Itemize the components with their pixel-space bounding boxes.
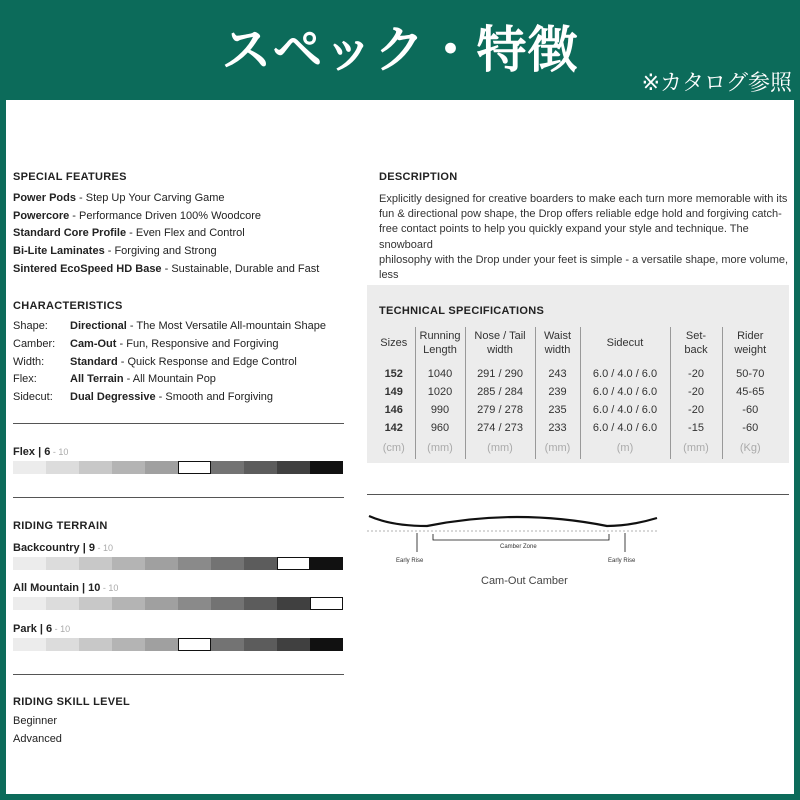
table-row: 142 960 274 / 273 233 6.0 / 4.0 / 6.0 -15 -60: [373, 419, 778, 437]
scale-segment: [112, 597, 145, 610]
scale-segment: [178, 638, 211, 651]
early-rise-left-label: Early Rise: [396, 558, 424, 564]
divider: [13, 423, 344, 424]
scale-segment: [310, 638, 343, 651]
scale-segment: [211, 597, 244, 610]
catalog-note: ※カタログ参照: [641, 71, 792, 96]
tech-specs-table: [373, 327, 778, 459]
column-header: Sidecut: [580, 327, 670, 359]
early-rise-right-label: Early Rise: [608, 558, 636, 564]
feature-item: Bi-Lite Laminates - Forgiving and Strong: [13, 245, 217, 258]
scale-segment: [46, 597, 79, 610]
skill-level-title: RIDING SKILL LEVEL: [13, 696, 131, 708]
scale-segment: [244, 597, 277, 610]
column-header: Running Length: [415, 327, 465, 359]
scale-segment: [277, 597, 310, 610]
scale-segment: [13, 638, 46, 651]
column-header: Set- back: [670, 327, 722, 359]
spec-panel: [6, 100, 794, 794]
column-header: Waist width: [535, 327, 580, 359]
scale-segment: [112, 557, 145, 570]
scale-segment: [145, 557, 178, 570]
table-row: 146 990 279 / 278 235 6.0 / 4.0 / 6.0 -20 -60: [373, 401, 778, 419]
scale-segment: [310, 461, 343, 474]
page-title: スペック・特徴: [221, 21, 579, 79]
feature-item: Standard Core Profile - Even Flex and Control: [13, 227, 245, 240]
tech-specs-box: [367, 285, 789, 463]
divider: [13, 497, 344, 498]
scale-segment: [79, 597, 112, 610]
characteristic-width: Width: Standard - Quick Response and Edge Control: [13, 356, 297, 368]
skill-level-beginner: Beginner: [13, 715, 58, 727]
scale-segment: [79, 461, 112, 474]
scale-segment: [13, 557, 46, 570]
riding-terrain-title: RIDING TERRAIN: [13, 520, 108, 532]
divider: [13, 674, 344, 675]
flex-label: Flex | 6 - 10: [13, 446, 69, 458]
scale-segment: [79, 557, 112, 570]
skill-level-advanced: Advanced: [13, 733, 62, 745]
all-mountain-scale: [13, 597, 343, 610]
scale-segment: [244, 557, 277, 570]
feature-item: Powercore - Performance Driven 100% Woodcore: [13, 209, 262, 222]
scale-segment: [46, 461, 79, 474]
scale-segment: [277, 557, 310, 570]
feature-item: Power Pods - Step Up Your Carving Game: [13, 192, 225, 204]
scale-segment: [310, 597, 343, 610]
backcountry-label: Backcountry | 9 - 10: [13, 542, 113, 554]
scale-segment: [79, 638, 112, 651]
scale-segment: [112, 638, 145, 651]
flex-scale: [13, 461, 343, 474]
characteristic-sidecut: Sidecut: Dual Degressive - Smooth and Forgiving: [13, 391, 273, 403]
table-header-row: [373, 327, 778, 359]
scale-segment: [277, 461, 310, 474]
characteristics-title: CHARACTERISTICS: [13, 300, 123, 312]
scale-segment: [310, 557, 343, 570]
table-row: 149 1020 285 / 284 239 6.0 / 4.0 / 6.0 -20 45-65: [373, 383, 778, 401]
table-row: 152 1040 291 / 290 243 6.0 / 4.0 / 6.0 -20 50-70: [373, 365, 778, 383]
scale-segment: [112, 461, 145, 474]
scale-segment: [178, 557, 211, 570]
scale-segment: [13, 461, 46, 474]
scale-segment: [178, 461, 211, 474]
column-header: Nose / Tail width: [465, 327, 535, 359]
camber-zone-bracket: [433, 534, 609, 540]
scale-segment: [277, 638, 310, 651]
header: [0, 0, 800, 98]
characteristic-flex: Flex: All Terrain - All Mountain Pop: [13, 373, 216, 385]
divider: [367, 494, 789, 495]
tech-specs-title: TECHNICAL SPECIFICATIONS: [379, 305, 545, 317]
scale-segment: [46, 557, 79, 570]
description-title: DESCRIPTION: [379, 171, 458, 183]
characteristic-camber: Camber: Cam-Out - Fun, Responsive and Forgiving: [13, 338, 279, 350]
board-profile-line: [369, 516, 657, 526]
characteristic-shape: Shape: Directional - The Most Versatile All-mountain Shape: [13, 320, 326, 332]
scale-segment: [244, 461, 277, 474]
units-row: (cm) (mm) (mm) (mm) (m) (mm) (Kg): [373, 437, 778, 459]
description-text: Explicitly designed for creative boarders to make each turn more memorable with its fun & directional pow shape, the Drop offers reliable edge hold and forgiving catch- free contact points to help you quickly expand your style and technique. The snowboard philosophy with the Drop under your feet is simple - a versatile shape, more volume, less: [379, 193, 789, 282]
backcountry-scale: [13, 557, 343, 570]
scale-segment: [145, 638, 178, 651]
park-scale: [13, 638, 343, 651]
all-mountain-label: All Mountain | 10 - 10: [13, 582, 119, 594]
scale-segment: [145, 597, 178, 610]
scale-segment: [46, 638, 79, 651]
scale-segment: [178, 597, 211, 610]
column-header: Sizes: [373, 327, 415, 359]
special-features-title: SPECIAL FEATURES: [13, 171, 127, 183]
scale-segment: [145, 461, 178, 474]
scale-segment: [211, 461, 244, 474]
scale-segment: [13, 597, 46, 610]
camber-caption: Cam-Out Camber: [481, 575, 568, 587]
scale-segment: [244, 638, 277, 651]
park-label: Park | 6 - 10: [13, 623, 71, 635]
scale-segment: [211, 557, 244, 570]
camber-zone-label: Camber Zone: [497, 544, 540, 550]
scale-segment: [211, 638, 244, 651]
feature-item: Sintered EcoSpeed HD Base - Sustainable, Durable and Fast: [13, 262, 320, 275]
column-header: Rider weight: [734, 330, 767, 356]
special-features-list: [13, 190, 319, 279]
